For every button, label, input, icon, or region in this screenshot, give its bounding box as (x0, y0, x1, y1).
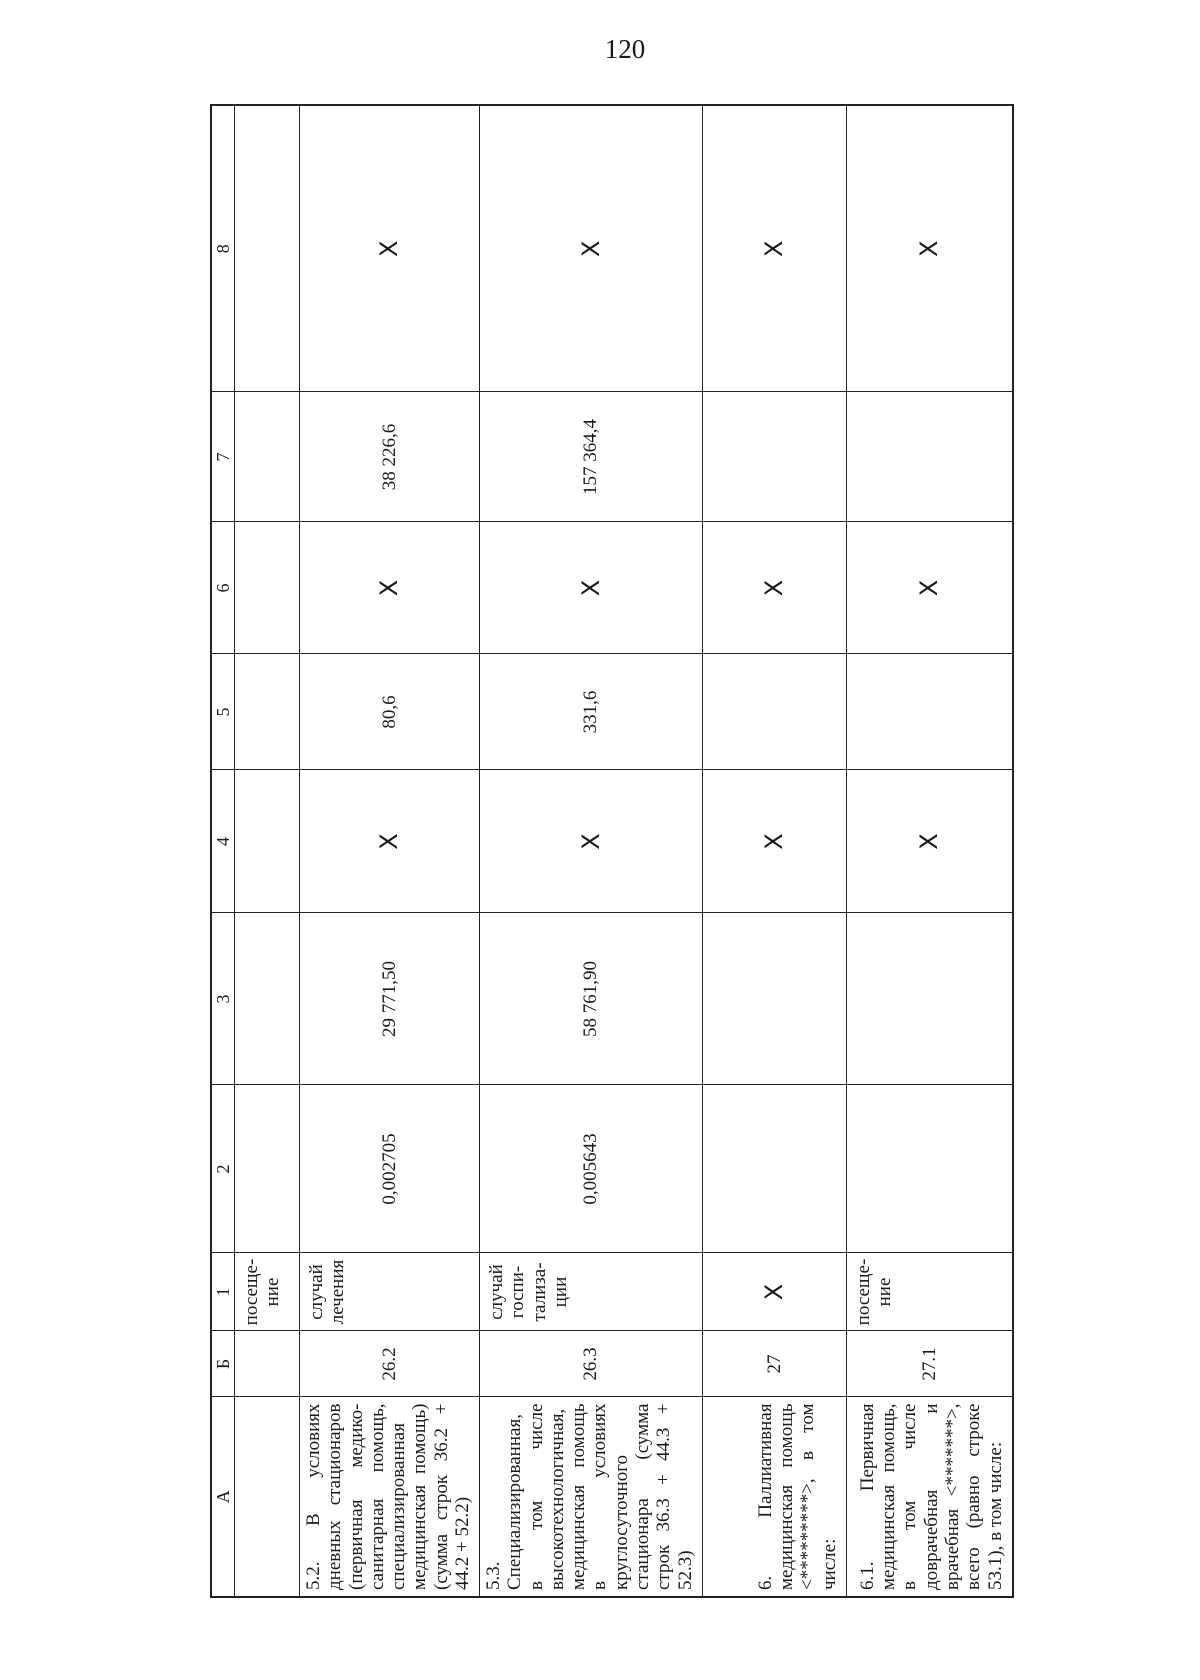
cell-col-5: 80,6 (300, 654, 480, 770)
cell-col-2: 0,005643 (480, 1085, 703, 1253)
cell-empty (235, 522, 300, 654)
row-code: 26.2 (300, 1331, 480, 1397)
cell-col-2 (846, 1085, 1013, 1253)
row-description: 5.3. Специализированная, в том числе высокотехнологичная, медицинская помощь в условиях круглосуточного стационара (сумма строк 36.3 + 44.3 + 52.3) (480, 1397, 703, 1597)
row-code: 27.1 (846, 1331, 1013, 1397)
cell-unit: посеще- ние (235, 1253, 300, 1331)
cell-col-5 (702, 654, 846, 770)
row-unit: случай лечения (300, 1253, 480, 1331)
cell-empty (235, 913, 300, 1085)
row-unit: случай госпи- тализа- ции (480, 1253, 703, 1331)
header-col-1: 1 (211, 1253, 235, 1331)
row-description: 6.1. Первичная медицинская помощь, в том числе доврачебная и врачебная <*******>, всего (равно строке 53.1), в том числе: (846, 1397, 1013, 1597)
table-row (480, 105, 703, 1597)
cell-col-3: 29 771,50 (300, 913, 480, 1085)
table-row (300, 105, 480, 1597)
header-col-4: 4 (211, 770, 235, 913)
header-a: А (211, 1397, 235, 1597)
cell-col-7 (846, 392, 1013, 522)
cell-col-8: X (846, 105, 1013, 392)
cell-empty (235, 105, 300, 392)
cell-b (235, 1331, 300, 1397)
header-row (211, 105, 235, 1597)
cell-empty (235, 770, 300, 913)
cell-col-3: 58 761,90 (480, 913, 703, 1085)
header-col-7: 7 (211, 392, 235, 522)
cell-col-8: X (300, 105, 480, 392)
cell-empty (235, 654, 300, 770)
row-description: 6. Паллиативная медицинская помощь <*********>, в том числе: (702, 1397, 846, 1597)
cell-col-4: X (300, 770, 480, 913)
row-description: 5.2. В условиях дневных стационаров (первичная медико-санитарная помощь, специализированная медицинская помощь) (сумма строк 36.2 + 44.2 + 52.2) (300, 1397, 480, 1597)
header-col-5: 5 (211, 654, 235, 770)
header-col-3: 3 (211, 913, 235, 1085)
cell-col-7 (702, 392, 846, 522)
row-unit: X (702, 1253, 846, 1331)
cell-col-6: X (702, 522, 846, 654)
cell-empty (235, 1085, 300, 1253)
header-col-2: 2 (211, 1085, 235, 1253)
cell-col-4: X (480, 770, 703, 913)
cell-col-8: X (702, 105, 846, 392)
data-table (210, 104, 1014, 1598)
cell-a (235, 1397, 300, 1597)
cell-col-7: 38 226,6 (300, 392, 480, 522)
cell-empty (235, 392, 300, 522)
cell-col-3 (702, 913, 846, 1085)
header-col-8: 8 (211, 105, 235, 392)
cell-col-5: 331,6 (480, 654, 703, 770)
cell-col-8: X (480, 105, 703, 392)
cell-col-3 (846, 913, 1013, 1085)
cell-col-2 (702, 1085, 846, 1253)
table-row (846, 105, 1013, 1597)
table-row (702, 105, 846, 1597)
cell-col-2: 0,002705 (300, 1085, 480, 1253)
row-unit: посеще- ние (846, 1253, 1013, 1331)
row-code: 27 (702, 1331, 846, 1397)
table-container (210, 106, 1006, 1598)
cell-col-6: X (300, 522, 480, 654)
header-b: Б (211, 1331, 235, 1397)
cell-col-5 (846, 654, 1013, 770)
header-col-6: 6 (211, 522, 235, 654)
continuation-row (235, 105, 300, 1597)
row-code: 26.3 (480, 1331, 703, 1397)
cell-col-6: X (480, 522, 703, 654)
cell-col-4: X (846, 770, 1013, 913)
cell-col-4: X (702, 770, 846, 913)
cell-col-6: X (846, 522, 1013, 654)
page-number: 120 (604, 34, 646, 64)
cell-col-7: 157 364,4 (480, 392, 703, 522)
